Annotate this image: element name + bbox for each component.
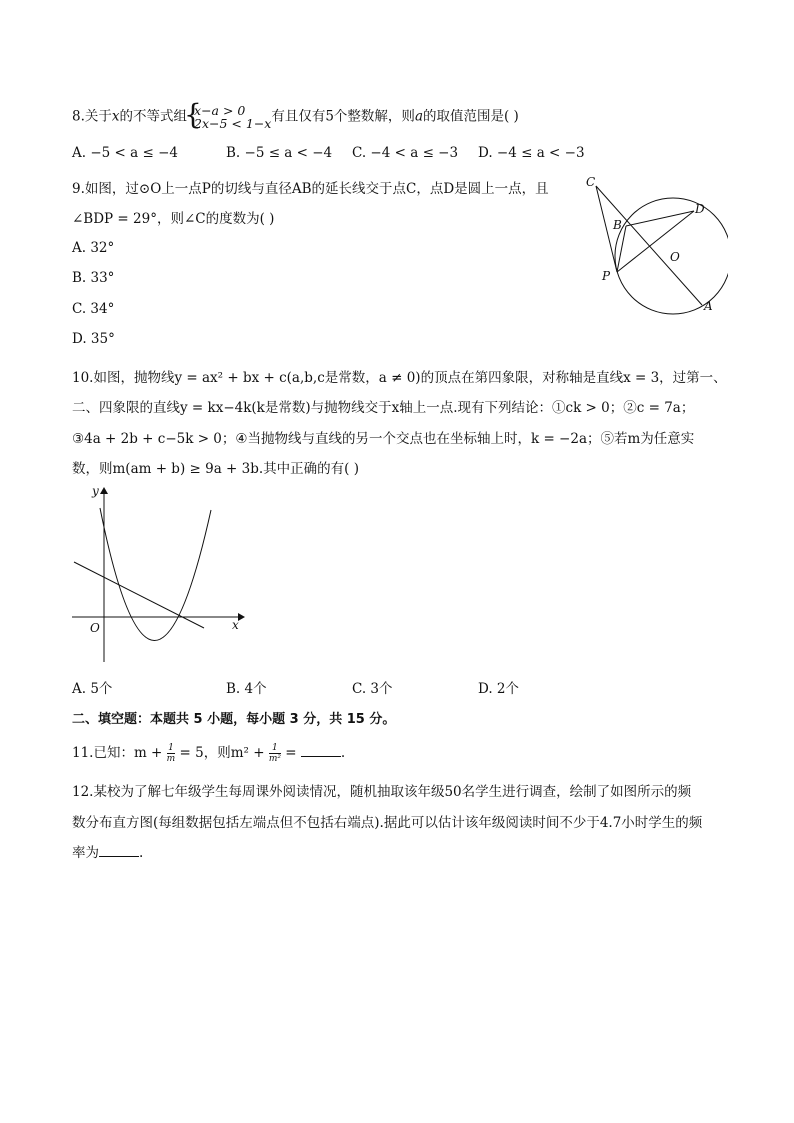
q12-end: .	[139, 845, 144, 861]
label-y: y	[92, 484, 99, 498]
q8-option-d[interactable]: D. −4 ≤ a < −3	[478, 145, 585, 161]
q8-option-a[interactable]: A. −5 < a ≤ −4	[72, 145, 178, 161]
label-a: A	[704, 299, 713, 313]
q12-answer-blank[interactable]	[99, 856, 139, 857]
label-b: B	[613, 218, 622, 232]
q11-frac2-num: 1	[269, 743, 281, 754]
q8-option-c[interactable]: C. −4 < a ≤ −3	[352, 145, 459, 161]
q11-frac2	[269, 743, 281, 764]
section-fill-in-title: 二、填空题：本题共 5 小题，每小题 3 分，共 15 分。	[72, 712, 396, 727]
q11-frac2-den: m²	[268, 754, 281, 764]
q9-line1: 9.如图，过⊙O上一点P的切线与直径AB的延长线交于点C，点D是圆上一点，且	[72, 181, 549, 197]
label-d: D	[695, 202, 705, 216]
q9-option-b[interactable]: B. 33°	[72, 270, 115, 286]
q9-line2: ∠BDP = 29°，则∠C的度数为( )	[72, 211, 275, 227]
q10-line1: 10.如图，抛物线y = ax² + bx + c(a,b,c是常数，a ≠ 0)的顶点在第四象限，对称轴是直线x = 3，过第一、	[72, 370, 727, 386]
q11-end: .	[340, 745, 346, 761]
q8-option-b[interactable]: B. −5 ≤ a < −4	[226, 145, 333, 161]
q9-option-a[interactable]: A. 32°	[72, 240, 115, 256]
q10-option-c[interactable]: C. 3个	[352, 681, 393, 697]
q11-prefix: 11.已知：m +	[72, 745, 167, 761]
q10-line4: 数，则m(am + b) ≥ 9a + 3b.其中正确的有( )	[72, 461, 359, 477]
q10-option-a[interactable]: A. 5个	[72, 681, 113, 697]
q10-option-b[interactable]: B. 4个	[226, 681, 267, 697]
q10-option-d[interactable]: D. 2个	[478, 681, 520, 697]
q8-var: x	[111, 108, 120, 125]
q12-line3-wrap	[72, 841, 143, 861]
q11-mid: = 5，则m² +	[175, 745, 269, 761]
q10-parabola-figure	[68, 482, 248, 667]
q8-suffix1: 有且仅有5个整数解，则	[271, 108, 415, 125]
x-axis-arrow	[238, 613, 245, 621]
label-origin: O	[90, 621, 100, 635]
q10-line2: 二、四象限的直线y = kx−4k(k是常数)与抛物线交于x轴上一点.现有下列结论：①ck > 0；②c = 7a；	[72, 400, 695, 416]
q12-line3: 率为	[72, 845, 99, 861]
y-axis-arrow	[100, 487, 108, 494]
label-x: x	[232, 618, 239, 632]
q9-circle-figure	[578, 168, 728, 318]
label-p: P	[602, 269, 611, 283]
q10-line3: ③4a + 2b + c−5k > 0；④当抛物线与直线的另一个交点也在坐标轴上时，k = −2a；⑤若m为任意实	[72, 431, 695, 447]
straight-line	[74, 562, 204, 628]
line-pd	[617, 211, 694, 272]
line-ca	[596, 186, 702, 305]
label-o: O	[670, 250, 680, 264]
q8-ineq-line1: { x−a > 0	[194, 103, 246, 118]
q8-mid: 的不等式组	[119, 108, 188, 125]
q8-inequality-system	[187, 104, 271, 130]
q11-frac1	[167, 743, 176, 764]
q8-var2: a	[414, 108, 423, 125]
q12-line1: 12.某校为了解七年级学生每周课外阅读情况，随机抽取该年级50名学生进行调查，绘制了如图所示的频	[72, 784, 692, 800]
q11-answer-blank[interactable]	[301, 756, 341, 757]
q9-option-c[interactable]: C. 34°	[72, 301, 115, 317]
line-bp	[617, 226, 626, 272]
q8-prefix: 8.关于	[72, 108, 112, 125]
parabola-curve	[100, 508, 211, 641]
q11-stem	[72, 741, 345, 764]
q9-option-d[interactable]: D. 35°	[72, 331, 115, 347]
q8-ineq-line2: 2x−5 < 1−x	[194, 116, 272, 131]
q8-stem	[72, 104, 519, 130]
label-c: C	[586, 175, 596, 189]
q8-suffix2: 的取值范围是( )	[423, 108, 519, 125]
q12-line2: 数分布直方图(每组数据包括左端点但不包括右端点).据此可以估计该年级阅读时间不少于4.7小时学生的频	[72, 815, 703, 831]
q11-frac1-den: m	[166, 754, 176, 764]
q11-frac1-num: 1	[168, 743, 174, 753]
q11-suffix: =	[280, 745, 301, 761]
